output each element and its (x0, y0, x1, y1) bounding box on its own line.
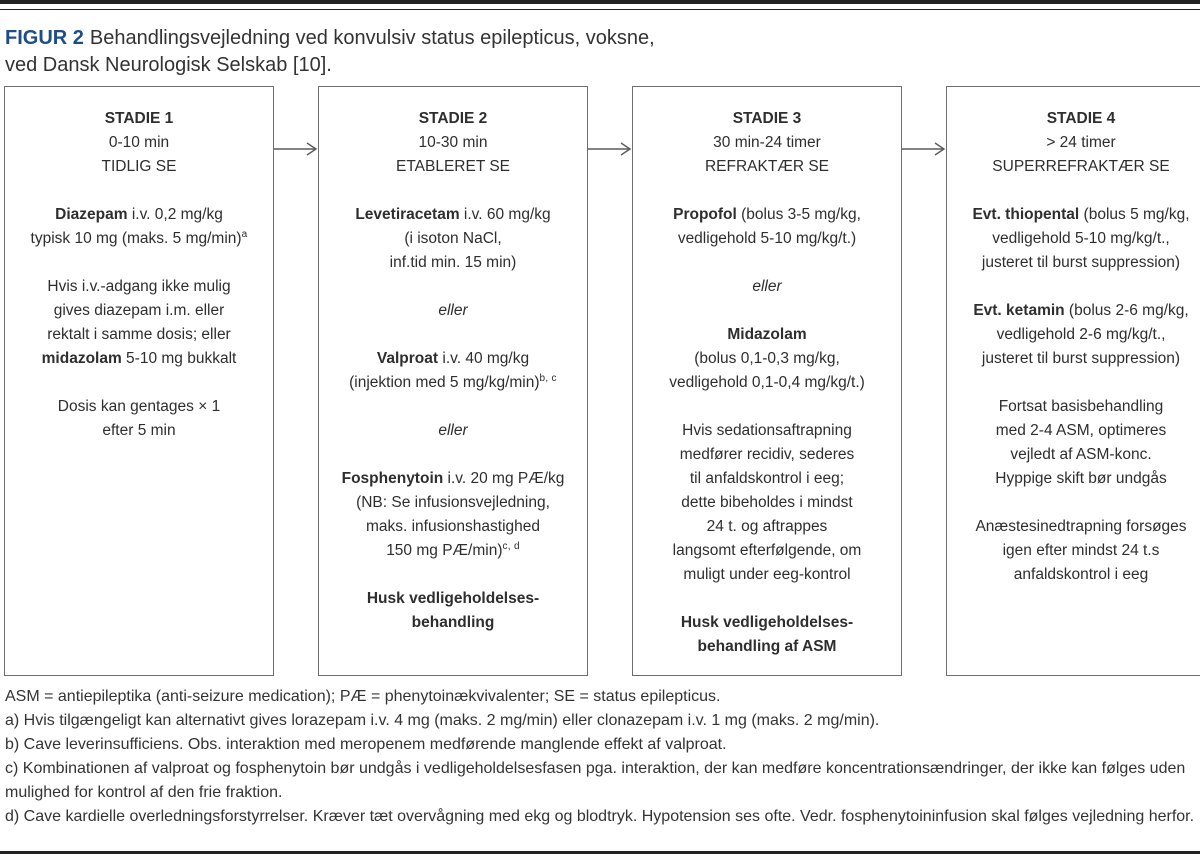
stage-text-line (951, 131, 1200, 155)
stage-text-line (323, 587, 583, 611)
figure-title (5, 25, 1195, 79)
stage-text-line (323, 227, 583, 251)
text-run: (bolus 3-5 mg/kg, (736, 206, 861, 223)
top-rule-thin (0, 9, 1200, 10)
stage-text-line (951, 155, 1200, 179)
top-rule-thick (0, 0, 1200, 4)
text-run: i.v. 60 mg/kg (459, 206, 551, 223)
text-run: rektalt i samme dosis; eller (47, 326, 231, 343)
text-run: Valproat (376, 350, 439, 367)
stage-text-line (951, 251, 1200, 275)
stage-text-line (323, 131, 583, 155)
stages-row (4, 86, 1196, 676)
stage-text-line (951, 323, 1200, 347)
text-run: dette bibeholdes i mindst (681, 494, 853, 511)
blank-line (951, 275, 1200, 299)
blank-line (323, 323, 583, 347)
text-run: efter 5 min (102, 422, 176, 439)
blank-line (637, 587, 897, 611)
stage-text-line (637, 275, 897, 299)
text-run: med 2-4 ASM, optimeres (995, 422, 1167, 439)
stage-text-line (9, 203, 269, 227)
text-run: Fosphenytoin (341, 470, 444, 487)
text-run: behandling af ASM (697, 638, 837, 655)
blank-line (637, 179, 897, 203)
stage-text-line (9, 275, 269, 299)
text-run: vejledt af ASM-konc. (1010, 446, 1152, 463)
blank-line (637, 251, 897, 275)
stage-box-4 (946, 86, 1200, 676)
text-run: REFRAKTÆR SE (704, 158, 829, 175)
stage-text-line (9, 227, 269, 251)
text-run: 24 t. og aftrappes (706, 518, 828, 535)
text-run: i.v. 20 mg PÆ/kg (443, 470, 565, 487)
text-run: Hvis i.v.-adgang ikke mulig (47, 278, 231, 295)
text-run: (bolus 0,1-0,3 mg/kg, (694, 350, 840, 367)
stage-text-line (323, 299, 583, 323)
footnote-line: ASM = antiepileptika (anti-seizure medication); PÆ = phenytoinækvivalenter; SE = status epilepticus. (5, 688, 721, 705)
text-run: gives diazepam i.m. eller (53, 302, 225, 319)
stage-text-line (637, 515, 897, 539)
text-run: (bolus 5 mg/kg, (1079, 206, 1190, 223)
stage-text-line (637, 323, 897, 347)
stage-text-line (637, 227, 897, 251)
stage-text-line (323, 347, 583, 371)
stage-text-line (323, 371, 583, 395)
blank-line (9, 371, 269, 395)
stage-text-line (323, 539, 583, 563)
blank-line (323, 275, 583, 299)
stage-text-line (951, 443, 1200, 467)
blank-line (9, 251, 269, 275)
stage-text-line (951, 299, 1200, 323)
figure-title-line1: Behandlingsvejledning ved konvulsiv status epilepticus, voksne, (89, 27, 655, 49)
stage-text-line (9, 347, 269, 371)
stage-text-line (637, 371, 897, 395)
text-run: i.v. 0,2 mg/kg (127, 206, 223, 223)
text-run: (i isoton NaCl, (404, 230, 502, 247)
text-run: typisk 10 mg (maks. 5 mg/min) (30, 230, 242, 247)
stage-text-line (323, 155, 583, 179)
blank-line (951, 179, 1200, 203)
stage-text-line (637, 419, 897, 443)
footnote-marker: c, d (502, 540, 520, 552)
stage-text-line (951, 467, 1200, 491)
stage-box-3 (632, 86, 902, 676)
blank-line (951, 371, 1200, 395)
figure-label: FIGUR 2 (5, 27, 84, 49)
blank-line (323, 443, 583, 467)
text-run: igen efter mindst 24 t.s (1002, 542, 1160, 559)
footnotes (5, 685, 1195, 829)
text-run: STADIE 4 (1046, 110, 1116, 127)
text-run: medfører recidiv, sederes (679, 446, 855, 463)
text-run: vedligehold 5-10 mg/kg/t., (992, 230, 1170, 247)
stage-text-line (9, 155, 269, 179)
stage-text-line (9, 395, 269, 419)
text-run: vedligehold 5-10 mg/kg/t.) (677, 230, 857, 247)
stage-text-line (323, 107, 583, 131)
text-run: inf.tid min. 15 min) (389, 254, 517, 271)
text-run: Hvis sedationsaftrapning (682, 422, 852, 439)
text-run: Evt. thiopental (972, 206, 1080, 223)
stage-text-line (951, 515, 1200, 539)
text-run: Midazolam (727, 326, 807, 343)
blank-line (323, 563, 583, 587)
text-run: 150 mg PÆ/min) (386, 542, 503, 559)
stage-text-line (637, 203, 897, 227)
stage-text-line (951, 563, 1200, 587)
text-run: langsomt efterfølgende, om (672, 542, 862, 559)
text-run: eller (438, 302, 468, 319)
arrow-right-icon (902, 141, 946, 676)
text-run: justeret til burst suppression) (981, 254, 1181, 271)
text-run: Hyppige skift bør undgås (995, 470, 1167, 487)
stage-text-line (9, 419, 269, 443)
stage-text-line (637, 131, 897, 155)
text-run: justeret til burst suppression) (981, 350, 1181, 367)
text-run: i.v. 40 mg/kg (438, 350, 530, 367)
stage-text-line (323, 419, 583, 443)
stage-text-line (9, 131, 269, 155)
stage-text-line (9, 107, 269, 131)
blank-line (951, 491, 1200, 515)
text-run: Evt. ketamin (973, 302, 1065, 319)
stage-text-line (637, 107, 897, 131)
text-run: Anæstesinedtrapning forsøges (975, 518, 1187, 535)
arrow-right-icon (274, 141, 318, 676)
text-run: Diazepam (55, 206, 128, 223)
stage-text-line (637, 443, 897, 467)
stage-text-line (951, 203, 1200, 227)
bottom-rule (0, 851, 1200, 854)
blank-line (637, 395, 897, 419)
text-run: (bolus 2-6 mg/kg, (1064, 302, 1189, 319)
stage-text-line (323, 515, 583, 539)
text-run: maks. infusionshastighed (365, 518, 541, 535)
text-run: TIDLIG SE (101, 158, 177, 175)
blank-line (323, 395, 583, 419)
stage-text-line (637, 491, 897, 515)
stage-box-2 (318, 86, 588, 676)
text-run: SUPERREFRAKTÆR SE (992, 158, 1170, 175)
stage-box-1 (4, 86, 274, 676)
text-run: ETABLERET SE (396, 158, 510, 175)
text-run: til anfaldskontrol i eeg; (689, 470, 845, 487)
stage-text-line (637, 155, 897, 179)
figure-title-line2: ved Dansk Neurologisk Selskab [10]. (5, 54, 332, 76)
stage-text-line (9, 323, 269, 347)
footnote-line: a) Hvis tilgængeligt kan alternativt gives lorazepam i.v. 4 mg (maks. 2 mg/min) eller clonazepam i.v. 1 mg (maks. 2 mg/min). (5, 712, 880, 729)
text-run: 30 min-24 timer (713, 134, 821, 151)
footnote-line: c) Kombinationen af valproat og fosphenytoin bør undgås i vedligeholdelsesfasen pga. interaktion, der kan medføre koncentrationsændringer, der ikke kan følges uden mulighed for kontrol af den frie fraktion. (5, 760, 1186, 801)
text-run: eller (438, 422, 468, 439)
stage-text-line (951, 539, 1200, 563)
stage-text-line (9, 299, 269, 323)
blank-line (9, 179, 269, 203)
text-run: 10-30 min (418, 134, 488, 151)
text-run: (NB: Se infusionsvejledning, (356, 494, 550, 511)
stage-text-line (323, 611, 583, 635)
stage-text-line (323, 203, 583, 227)
arrow-right-icon (588, 141, 632, 676)
text-run: vedligehold 2-6 mg/kg/t., (996, 326, 1166, 343)
stage-text-line (951, 107, 1200, 131)
text-run: STADIE 1 (104, 110, 174, 127)
text-run: Husk vedligeholdelses- (680, 614, 854, 631)
stage-text-line (323, 491, 583, 515)
footnote-marker: b, c (539, 372, 557, 384)
footnote-line: d) Cave kardielle overledningsforstyrrelser. Kræver tæt overvågning med ekg og blodtryk. Hypotension ses ofte. Vedr. fosphenytoininfusion skal følges vejledning herfor. (5, 808, 1195, 825)
stage-text-line (637, 563, 897, 587)
text-run: STADIE 2 (418, 110, 488, 127)
text-run: vedligehold 0,1-0,4 mg/kg/t.) (669, 374, 865, 391)
stage-text-line (951, 395, 1200, 419)
text-run: (injektion med 5 mg/kg/min) (349, 374, 540, 391)
text-run: anfaldskontrol i eeg (1013, 566, 1149, 583)
stage-text-line (637, 467, 897, 491)
text-run: 5-10 mg bukkalt (121, 350, 237, 367)
footnote-marker: a (241, 228, 248, 240)
text-run: > 24 timer (1046, 134, 1116, 151)
stage-text-line (637, 347, 897, 371)
footnote-line: b) Cave leverinsufficiens. Obs. interaktion med meropenem medførende manglende effekt af valproat. (5, 736, 727, 753)
text-run: Fortsat basisbehandling (998, 398, 1164, 415)
text-run: Levetiracetam (355, 206, 460, 223)
stage-text-line (323, 467, 583, 491)
stage-text-line (951, 419, 1200, 443)
blank-line (637, 299, 897, 323)
stage-text-line (637, 635, 897, 659)
text-run: Husk vedligeholdelses- (366, 590, 540, 607)
stage-text-line (323, 251, 583, 275)
stage-text-line (951, 347, 1200, 371)
stage-text-line (951, 227, 1200, 251)
text-run: muligt under eeg-kontrol (683, 566, 851, 583)
text-run: midazolam (41, 350, 122, 367)
text-run: Dosis kan gentages × 1 (57, 398, 221, 415)
stage-text-line (637, 539, 897, 563)
text-run: 0-10 min (108, 134, 170, 151)
blank-line (323, 179, 583, 203)
text-run: eller (752, 278, 782, 295)
text-run: STADIE 3 (732, 110, 802, 127)
text-run: behandling (411, 614, 495, 631)
text-run: Propofol (673, 206, 737, 223)
stage-text-line (637, 611, 897, 635)
